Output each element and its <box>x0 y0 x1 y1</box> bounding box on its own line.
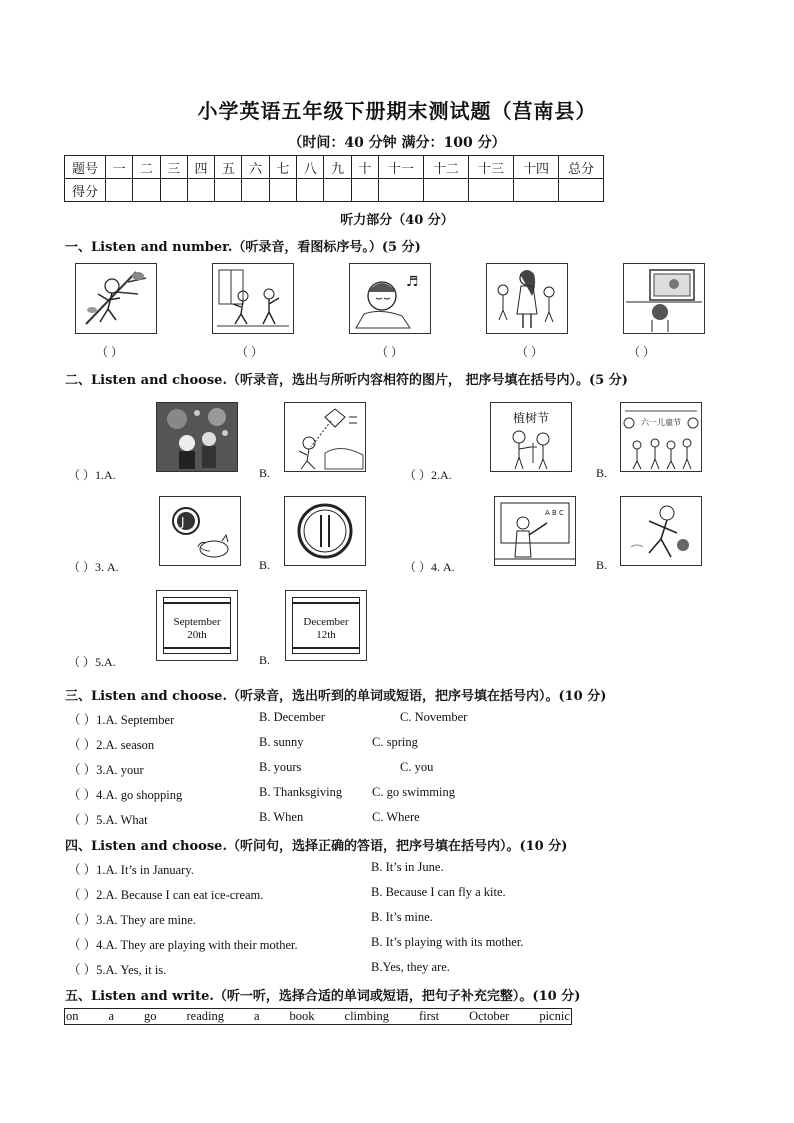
option-b: B. December <box>259 710 325 724</box>
table-cell: 五 <box>215 156 242 179</box>
question-3-4[interactable]: （ ）4.A. go shopping <box>68 788 183 802</box>
table-cell: 二 <box>133 156 160 179</box>
table-cell: 十二 <box>424 156 469 179</box>
score-cell[interactable] <box>324 179 351 202</box>
option-b-label: B. <box>596 558 608 572</box>
table-cell: 四 <box>187 156 214 179</box>
score-cell[interactable] <box>242 179 269 202</box>
calendar-day: 12th <box>316 629 336 641</box>
question-3-5[interactable]: （ ）5.A. What <box>68 813 148 827</box>
option-b: B. It’s in June. <box>371 860 444 874</box>
answer-blank[interactable]: （ ） <box>96 345 124 359</box>
table-cell: 七 <box>269 156 296 179</box>
score-cell[interactable] <box>106 179 133 202</box>
picture-calendar-september <box>156 590 238 661</box>
table-cell: 六 <box>242 156 269 179</box>
score-cell[interactable] <box>215 179 242 202</box>
score-cell[interactable] <box>469 179 514 202</box>
question-3-3[interactable]: （ ）3.A. your <box>68 763 144 777</box>
answer-blank[interactable]: （ ） <box>236 345 264 359</box>
picture-kids-playing <box>212 263 294 334</box>
question-4-2[interactable]: （ ）2.A. Because I can eat ice-cream. <box>68 888 264 902</box>
picture-childrens-day <box>620 402 702 472</box>
picture-flying-kite <box>284 402 366 472</box>
svg-text:♬: ♬ <box>406 274 419 290</box>
table-cell: 十一 <box>379 156 424 179</box>
answer-blank[interactable]: （ ） <box>628 345 656 359</box>
tree-day-text: 植树节 <box>512 411 549 425</box>
question-4-1[interactable]: （ ）1.A. It’s in January. <box>68 863 194 877</box>
score-cell[interactable] <box>424 179 469 202</box>
word-bank <box>64 1008 572 1025</box>
option-b: B. Because I can fly a kite. <box>371 885 506 899</box>
option-b-label: B. <box>259 558 271 572</box>
word-bank-item: reading <box>186 1009 224 1023</box>
calendar-day: 20th <box>187 629 207 641</box>
option-b: B. It’s mine. <box>371 910 433 924</box>
picture-teacher-at-board <box>494 496 576 566</box>
question-4-3[interactable]: （ ）3.A. They are mine. <box>68 913 196 927</box>
section-1-heading: 一、Listen and number.（听录音，看图标序号。）(5 分) <box>65 240 421 255</box>
board-text: A B C <box>545 509 564 517</box>
option-b-label: B. <box>259 466 271 480</box>
option-c: C. November <box>400 710 468 724</box>
answer-blank[interactable]: （ ） <box>376 345 404 359</box>
word-bank-item: go <box>144 1009 157 1023</box>
calendar-month: September <box>173 616 221 628</box>
word-bank-item: first <box>418 1009 440 1023</box>
picture-girl-climbing-tree <box>75 263 157 334</box>
score-table-score-row <box>65 179 604 202</box>
option-b: B. sunny <box>259 735 304 749</box>
picture-tree-planting-day <box>490 402 572 472</box>
word-bank-item: book <box>289 1009 315 1023</box>
word-bank-item: a <box>108 1009 115 1023</box>
option-b: B. Thanksgiving <box>259 785 343 799</box>
table-cell: 题号 <box>65 156 106 179</box>
question-3-2[interactable]: （ ）2.A. season <box>68 738 155 752</box>
calendar-month: December <box>303 616 349 628</box>
question-4-5[interactable]: （ ）5.A. Yes, it is. <box>68 963 167 977</box>
option-c: C. spring <box>372 735 418 749</box>
score-table <box>64 155 604 202</box>
option-c: C. go swimming <box>372 785 455 799</box>
word-bank-item: on <box>66 1009 79 1023</box>
page-title: 小学英语五年级下册期末测试题（莒南县） <box>197 99 597 123</box>
option-b: B. It’s playing with its mother. <box>371 935 524 949</box>
score-cell[interactable] <box>187 179 214 202</box>
word-bank-item: a <box>253 1009 260 1023</box>
section-5-heading: 五、Listen and write.（听一听，选择合适的单词或短语，把句子补充完整）。(10 分) <box>65 989 581 1004</box>
picture-boy-playing-basketball <box>620 496 702 566</box>
question-2-2-label: （ ）2.A. <box>404 468 452 482</box>
table-cell: 九 <box>324 156 351 179</box>
option-b: B.Yes, they are. <box>371 960 450 974</box>
score-cell[interactable] <box>514 179 559 202</box>
picture-sign-and-cat <box>159 496 241 566</box>
score-cell[interactable] <box>297 179 324 202</box>
option-b: B. When <box>259 810 304 824</box>
question-4-4[interactable]: （ ）4.A. They are playing with their mother. <box>68 938 298 952</box>
score-cell[interactable] <box>269 179 296 202</box>
word-bank-item: picnic <box>539 1009 570 1023</box>
table-cell: 八 <box>297 156 324 179</box>
question-2-1-label: （ ）1.A. <box>68 468 116 482</box>
question-2-3-label: （ ）3. A. <box>68 560 119 574</box>
option-b-label: B. <box>596 466 608 480</box>
option-c: C. you <box>400 760 434 774</box>
svg-text:J: J <box>181 515 185 529</box>
section-2-heading: 二、Listen and choose.（听录音，选出与所听内容相符的图片， 把序号填在括号内）。(5 分) <box>65 373 628 388</box>
listening-part-heading: 听力部分（40 分） <box>340 213 454 228</box>
table-cell: 总分 <box>559 156 604 179</box>
table-cell: 得分 <box>65 179 106 202</box>
word-bank-item: October <box>469 1009 510 1023</box>
option-b: B. yours <box>259 760 302 774</box>
question-2-5-label: （ ）5.A. <box>68 655 116 669</box>
score-table-header-row <box>65 156 604 179</box>
table-cell: 一 <box>106 156 133 179</box>
childrens-day-text: 六一儿童节 <box>641 418 681 427</box>
table-cell: 三 <box>160 156 187 179</box>
question-2-4-label: （ ）4. A. <box>404 560 455 574</box>
score-cell[interactable] <box>160 179 187 202</box>
picture-calendar-december <box>285 590 367 661</box>
picture-apple-picking <box>156 402 238 472</box>
score-cell[interactable] <box>559 179 604 202</box>
picture-child-watching-tv <box>623 263 705 334</box>
picture-girl-sleeping <box>349 263 431 334</box>
score-cell[interactable] <box>351 179 378 202</box>
picture-circle-sign <box>284 496 366 566</box>
option-b-label: B. <box>259 653 271 667</box>
option-c: C. Where <box>372 810 420 824</box>
table-cell: 十四 <box>514 156 559 179</box>
picture-mother-and-kids <box>486 263 568 334</box>
score-cell[interactable] <box>133 179 160 202</box>
section-4-heading: 四、Listen and choose.（听问句，选择正确的答语，把序号填在括号内）。(10 分) <box>65 839 568 854</box>
table-cell: 十三 <box>469 156 514 179</box>
word-bank-item: climbing <box>344 1009 389 1023</box>
answer-blank[interactable]: （ ） <box>516 345 544 359</box>
score-cell[interactable] <box>379 179 424 202</box>
question-3-1[interactable]: （ ）1.A. September <box>68 713 175 727</box>
table-cell: 十 <box>351 156 378 179</box>
section-3-heading: 三、Listen and choose.（听录音，选出听到的单词或短语，把序号填在括号内）。(10 分) <box>65 689 607 704</box>
exam-info: （时间：40 分钟 满分：100 分） <box>288 135 506 151</box>
